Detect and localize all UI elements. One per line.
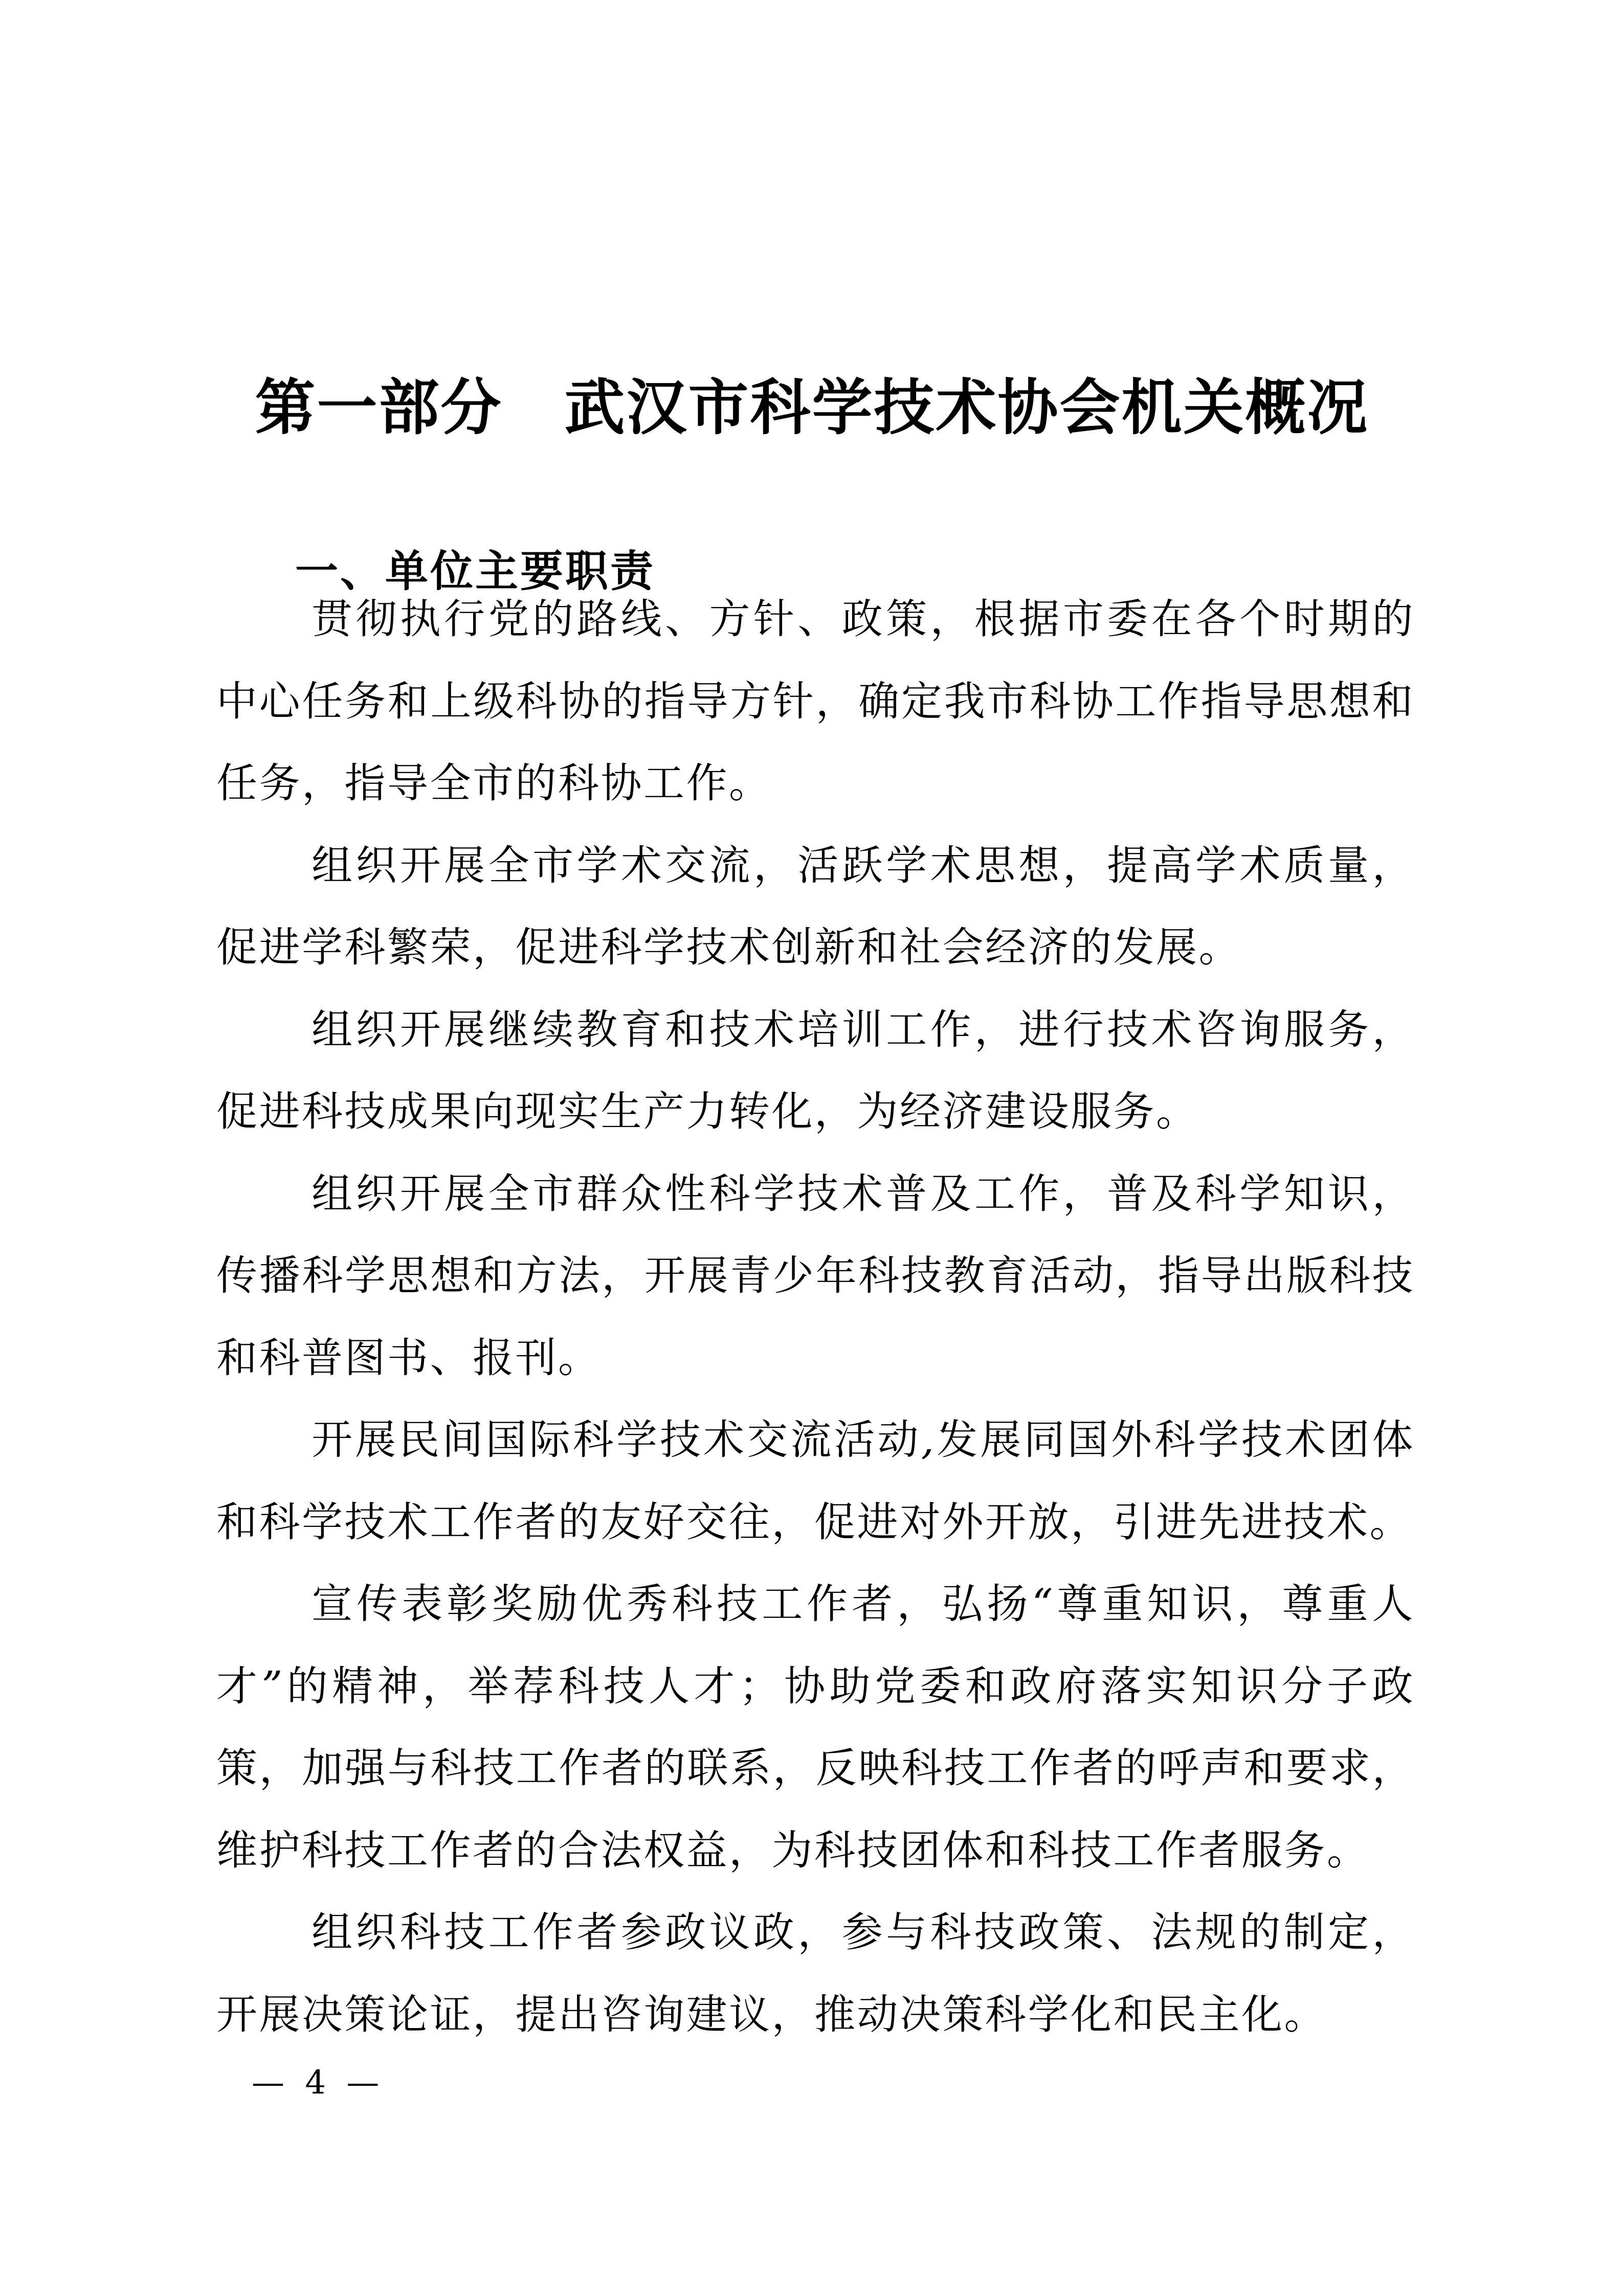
paragraph: 贯彻执行党的路线、方针、政策，根据市委在各个时期的中心任务和上级科协的指导方针，确定我市科协工作指导思想和任务，指导全市的科协工作。: [216, 595, 1415, 807]
page-number: — 4 —: [252, 2064, 385, 2102]
document-body: [216, 578, 1415, 2056]
paragraph: 组织开展继续教育和技术培训工作，进行技术咨询服务，促进科技成果向现实生产力转化，为经济建设服务。: [216, 1005, 1415, 1135]
paragraph: 组织开展全市学术交流，活跃学术思想，提高学术质量，促进学科繁荣，促进科学技术创新和社会经济的发展。: [216, 841, 1415, 971]
section-heading: 一、单位主要职责: [295, 546, 656, 596]
document-title: 第一部分 武汉市科学技术协会机关概况: [255, 372, 1369, 443]
paragraph: 组织科技工作者参政议政，参与科技政策、法规的制定，开展决策论证，提出咨询建议，推动决策科学化和民主化。: [216, 1908, 1415, 2038]
paragraph: 开展民间国际科学技术交流活动,发展同国外科学技术团体和科学技术工作者的友好交往，促进对外开放，引进先进技术。: [216, 1416, 1415, 1546]
paragraph: 组织开展全市群众性科学技术普及工作，普及科学知识，传播科学思想和方法，开展青少年科技教育活动，指导出版科技和科普图书、报刊。: [216, 1169, 1415, 1382]
paragraph: 宣传表彰奖励优秀科技工作者，弘扬“尊重知识，尊重人才”的精神，举荐科技人才；协助党委和政府落实知识分子政策，加强与科技工作者的联系，反映科技工作者的呼声和要求，维护科技工作者的合法权益，为科技团体和科技工作者服务。: [216, 1580, 1415, 1874]
